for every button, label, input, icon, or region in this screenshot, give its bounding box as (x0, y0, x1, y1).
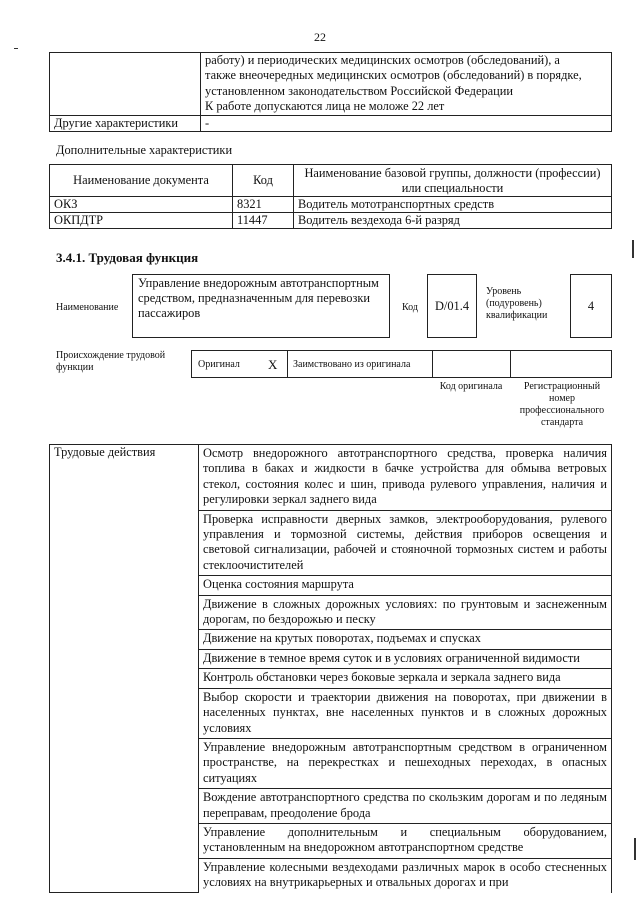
borrowed-label: Заимствовано из оригинала (293, 359, 411, 370)
row-code: 11447 (233, 213, 294, 229)
additional-characteristics-title: Дополнительные характеристики (56, 143, 233, 157)
labor-action-item: Контроль обстановки через боковые зеркала и зеркала заднего вида (199, 669, 612, 688)
labor-action-item: Движение на крутых поворотах, подъемах и спусках (199, 630, 612, 649)
requirements-line: работу) и периодических медицинских осмотров (обследований), а (205, 53, 560, 67)
scan-mark (14, 48, 18, 49)
labor-action-item: Осмотр внедорожного автотранспортного средства, проверка наличия топлива в баках и жидкости в бачке устройства для обмыва ветровых стекол, состояния колес и шин, привода рулевого управления, наличия и регулировки зеркал заднего вида (199, 445, 612, 511)
requirements-line: установленном законодательством Российской Федерации (205, 83, 514, 98)
labor-action-item: Оценка состояния маршрута (199, 576, 612, 595)
requirements-text-cell (201, 53, 612, 116)
other-characteristics-value: - (201, 115, 612, 131)
labor-action-item: Выбор скорости и траектории движения на поворотах, при движении в населенных пунктах, вне населенных пунктов и в сложных дорожных условиях (199, 688, 612, 738)
divider (432, 351, 433, 377)
row-doc: ОКЗ (50, 197, 233, 213)
labor-action-item: Управление внедорожным автотранспортным средством в ограниченном пространстве, на перекрестках и пешеходных переходах, в опасных ситуациях (199, 738, 612, 788)
reg-number-label: Регистрационный номер профессионального стандарта (519, 381, 605, 428)
scan-mark (632, 240, 634, 258)
function-code-box: D/01.4 (427, 274, 477, 338)
labor-action-item: Вождение автотранспортного средства по скользким дорогам и по ледяным переправам, преодоление брода (199, 789, 612, 824)
requirements-line: также внеочередных медицинских осмотров (обследований) в порядке, (205, 68, 582, 83)
level-label: Уровень (подуровень) квалификации (486, 286, 548, 321)
original-label: Оригинал (198, 359, 240, 370)
code-label: Код (402, 302, 418, 313)
labor-action-item: Управление дополнительным и специальным оборудованием, установленным на внедорожном автотранспортном средстве (199, 823, 612, 858)
additional-characteristics-table (49, 164, 612, 229)
labor-actions-table (49, 444, 612, 893)
origin-row (191, 350, 612, 378)
labor-action-item: Проверка исправности дверных замков, электрооборудования, рулевого управления и тормозной системы, действия приборов освещения и световой сигнализации, рабочей и стояночной тормозных систем и работы стеклоочистителей (199, 510, 612, 576)
header-code: Код (233, 165, 294, 197)
labor-action-item: Движение в темное время суток и в условиях ограниченной видимости (199, 649, 612, 668)
section-title: 3.4.1. Трудовая функция (56, 250, 199, 265)
row-doc: ОКПДТР (50, 213, 233, 229)
other-characteristics-label: Другие характеристики (50, 115, 201, 131)
origin-label: Происхождение трудовой функции (56, 350, 166, 373)
requirements-table (49, 52, 612, 132)
origin-code-label: Код оригинала (439, 381, 503, 392)
row-name: Водитель мототранспортных средств (294, 197, 612, 213)
divider (510, 351, 511, 377)
row-name: Водитель вездехода 6-й разряд (294, 213, 612, 229)
original-mark: X (268, 357, 278, 372)
divider (287, 351, 288, 377)
row-code: 8321 (233, 197, 294, 213)
level-box: 4 (570, 274, 612, 338)
scan-mark (634, 838, 636, 860)
labor-actions-label: Трудовые действия (50, 445, 199, 893)
requirements-line: К работе допускаются лица не моложе 22 лет (205, 99, 445, 114)
function-name-box: Управление внедорожным автотранспортным средством, предназначенным для перевозки пассажиров (132, 274, 390, 338)
requirements-label-cell (50, 53, 201, 116)
header-document: Наименование документа (50, 165, 233, 197)
page-number: 22 (314, 30, 326, 44)
labor-action-item: Управление колесными вездеходами различных марок в особо стесненных условиях на внутрикарьерных и отвальных дорогах и при (199, 858, 612, 892)
name-label: Наименование (56, 302, 119, 313)
header-group-name: Наименование базовой группы, должности (профессии) или специальности (294, 165, 612, 197)
labor-action-item: Движение в сложных дорожных условиях: по грунтовым и заснеженным дорогам, по бездорожью и песку (199, 595, 612, 630)
